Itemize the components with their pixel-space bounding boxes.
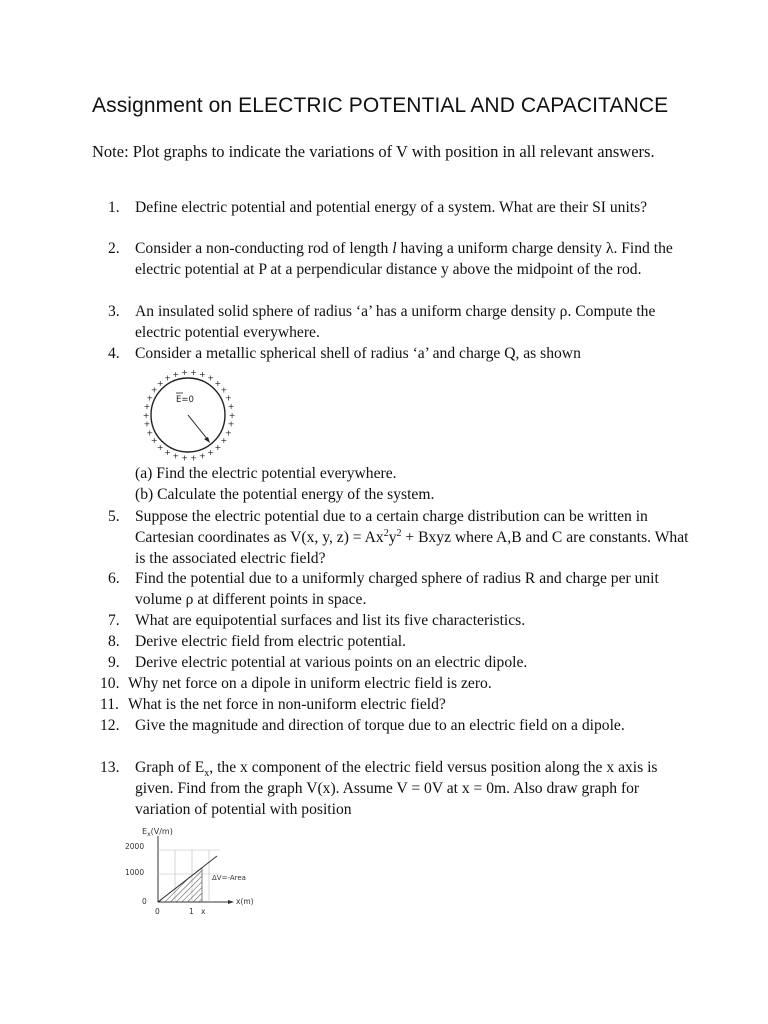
item-text: Graph of $E_x$, the x component of the electric field versus position along the x axis is given. Find from the graph V(x). Assume V = 0V at x = 0m. Also draw graph for variation of potential with position (135, 759, 658, 818)
surface-charge-signs (143, 368, 236, 462)
plus-sign: + (228, 410, 236, 420)
plus-sign: + (227, 419, 235, 429)
plus-sign: + (146, 393, 154, 403)
q4-part-a: (a) Find the electric potential everywhere. (135, 465, 397, 482)
radius-arrow (188, 415, 208, 440)
plus-sign: + (225, 428, 232, 438)
plus-sign: + (181, 368, 188, 377)
plus-sign: + (164, 448, 171, 457)
plus-sign: + (190, 368, 197, 377)
y-axis-label: $E_x(V/m)$ (142, 827, 173, 838)
item-text: Define electric potential and potential energy of a system. What are their SI units? (135, 199, 648, 216)
item-text: Find the potential due to a uniformly charged sphere of radius R and charge per unit volume ρ at different points in space. (135, 570, 659, 608)
x-tick-label: 0 (155, 907, 160, 916)
plus-sign: + (225, 393, 232, 403)
area-annotation: ΔV=-Area (212, 874, 246, 882)
plus-sign: + (199, 451, 206, 461)
q4-part-b: (b) Calculate the potential energy of the system. (135, 486, 435, 503)
item-number: 2. (108, 240, 120, 257)
item-number: 5. (108, 508, 120, 525)
plus-sign: + (164, 373, 171, 383)
item-number: 6. (108, 570, 120, 587)
item-number: 13. (100, 759, 120, 776)
ex-graph (120, 822, 300, 922)
plus-sign: + (150, 436, 158, 446)
item-number: 1. (108, 199, 120, 216)
note-label: Note (92, 142, 125, 161)
item-text: Derive electric field from electric potential. (135, 633, 407, 650)
item-text: An insulated solid sphere of radius ‘a’ has a uniform charge density ρ. Compute the electric potential everywhere. (135, 303, 656, 341)
plus-sign: + (172, 369, 180, 379)
item-number: 9. (108, 654, 120, 671)
plus-sign: + (220, 436, 228, 446)
item-text: Suppose the electric potential due to a certain charge distribution can be written in Cartesian coordinates as V(x, y, $z) = Ax^2y^2$ + Bxyz where A,B and C are constants. What is the associated electric field? (135, 508, 689, 567)
item-number: 8. (108, 633, 120, 650)
plus-sign: + (207, 373, 214, 383)
y-tick-label: 2000 (125, 842, 145, 851)
length-symbol: l (392, 240, 397, 257)
plus-sign: + (207, 448, 214, 457)
x-variable-label: x (201, 907, 206, 916)
y-tick-label: 0 (142, 897, 147, 906)
item-number: 10. (100, 675, 120, 692)
item-text: Consider a metallic spherical shell of radius ‘a’ and charge Q, as shown (135, 345, 581, 362)
item-number: 3. (108, 303, 120, 320)
plus-sign: + (220, 385, 228, 395)
plus-sign: + (190, 453, 197, 462)
plus-sign: + (143, 419, 151, 429)
radius-arrowhead (204, 437, 210, 443)
item-text: Consider a non-conducting rod of length l having a uniform charge density λ. Find the electric potential at P at a perpendicular distance y above the midpoint of the rod. (135, 240, 673, 278)
page-title: Assignment on ELECTRIC POTENTIAL AND CAPACITANCE (92, 94, 669, 117)
plus-sign: + (143, 401, 151, 411)
plus-sign: + (156, 378, 164, 388)
item-number: 4. (108, 345, 120, 362)
item-text: What are equipotential surfaces and list its five characteristics. (135, 612, 526, 629)
plus-sign: + (156, 442, 164, 452)
item-text: What is the net force in non-uniform electric field? (128, 696, 446, 713)
plus-sign: + (172, 451, 180, 461)
plus-sign: + (227, 401, 235, 411)
plus-sign: + (199, 369, 206, 379)
plus-sign: + (181, 453, 188, 462)
plus-sign: + (214, 442, 222, 452)
note-paragraph (92, 140, 692, 164)
x-axis-arrowhead (228, 900, 234, 904)
x-tick-label: 1 (189, 907, 194, 916)
note-text: : Plot graphs to indicate the variations of V with position in all relevant answers. (124, 142, 655, 161)
inner-field-label: E=0 (176, 395, 194, 405)
item-text: Derive electric potential at various points on an electric dipole. (135, 654, 528, 671)
plus-sign: + (142, 410, 150, 420)
charged-shell-figure (138, 368, 238, 462)
plus-sign: + (150, 385, 158, 395)
item-number: 12. (100, 717, 120, 734)
plus-sign: + (214, 378, 222, 388)
plus-sign: + (146, 428, 154, 438)
item-text: Why net force on a dipole in uniform electric field is zero. (128, 675, 492, 692)
item-number: 11. (100, 696, 119, 713)
x-axis-label: x(m) (236, 897, 254, 906)
item-text: Give the magnitude and direction of torque due to an electric field on a dipole. (135, 717, 625, 734)
y-tick-label: 1000 (125, 868, 145, 877)
item-number: 7. (108, 612, 120, 629)
